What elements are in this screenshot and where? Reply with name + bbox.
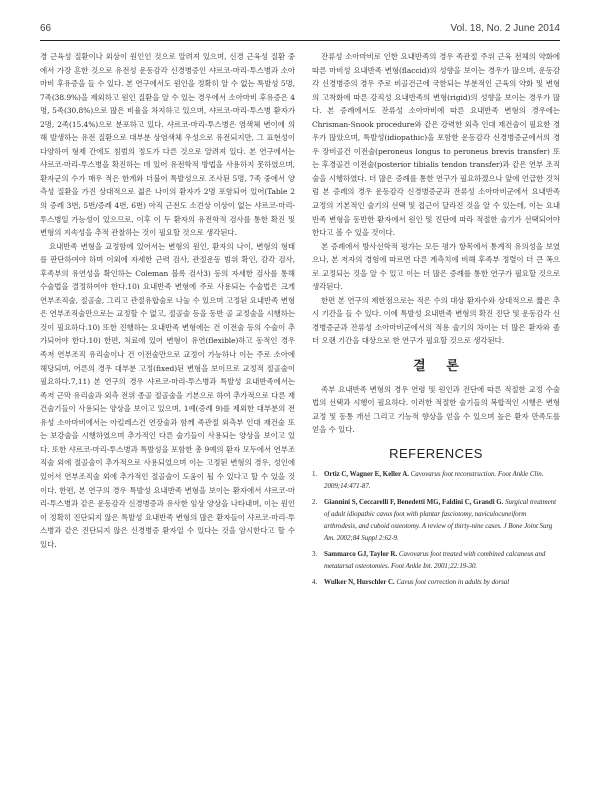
body-paragraph: 한편 본 연구의 제한점으로는 적은 수의 대상 환자수와 상대적으로 짧은 추시 기간을 들 수 있다. 이에 특발성 요내반족 변형의 확진 진단 및 운동감각 신경병증군과 잔류성 소아마비군에서의 적용 술기의 차이는 더 많은 환자와 좀 더 오랜 기간을 대상으로 한 연구가 필요할 것으로 생각된다.: [312, 295, 560, 346]
reference-authors: Giannini S, Ceccarelli F, Benedetti MG, Faldini C, Grandi G.: [324, 498, 504, 507]
reference-citation: Cavovarus foot reconstruction. Foot Ankle Clin. 2009;14:471-87.: [324, 470, 544, 491]
reference-number: 4.: [312, 578, 318, 587]
reference-number: 2.: [312, 498, 318, 507]
reference-item: [312, 548, 560, 572]
body-paragraph: 요내반족 변형을 교정함에 있어서는 변형의 원인, 환자의 나이, 변형의 형태를 판단하여야 하며 이외에 자세한 근력 검사, 관절운동 범위 확인, 감각 검사, 후족부의 유연성을 확인하는 Coleman 블록 검사3) 등의 자세한 검사를 통해 수술법을 결정하여야 한다.10) 요내반족 변형에 주로 사용되는 수술법은 크게 연부조직술, 절골술, 그리고 관절유합술로 나눌 수 있으며 고정된 요내반족 변형은 연부조직술만으로는 교정할 수 없고, 절골술 등을 동반 골 교정술을 시행하는 것이 필요하다.10) 또한 진행하는 요내반족 변형에는 건 이전술 등의 수술이 추가되어야 한다.10) 한편, 처료에 있어 변형이 유연(flexible)하고 동적인 경우 족저 연부조직 유리술이나 건 이전술만으로 교정이 가능하나 이는 주로 소아에 해당되며, 어른의 경우 대부분 고정(fixed)된 변형을 보이므로 교정적 절골술이 필요하다.7,11) 본 연구의 경우 샤르코-마리-투스병과 특발성 요내반족에서는 족저 근막 유리술과 외측 전위 종골 절골술을 기본으로 하여 추가적으로 다른 재건술기들이 사용되는 양상을 보이고 있으며, 1예(증례 9)를 제외한 대부분의 전유성 소아마비에서는 아킬레스건 연장술과 함께 족관절 외측부 인대 재건술 또는 보강술을 시행하였으며 추가적인 다른 술기들이 사용되는 양상을 보이고 있다. 또한 샤르코-마리-투스병과 특발성을 포함한 총 9예의 환자 모두에서 연부조직술 외에 절골술이 추가적으로 사용되었으며 이는 고정된 변형의 경우, 성인에 있어서 연부조직술 외에 추가적인 절골술이 도움이 될 수 있다고 할 수 있을 것이다. 한편, 본 연구의 경우 특발성 요내반족 변형을 보이는 환자에서 샤르코-마리-투스병과 같은 운동감각 신경병증과 유사한 임상 양상을 나타내며, 이는 원인이 정확히 진단되지 않은 특발성 요내반족 변형의 많은 환자들이 샤르코-마리-투스병과 같은 진단되지 않은 신경병증 환자일 수 있다는 것을 암시한다고 할 수 있다.: [40, 241, 295, 549]
reference-item: [312, 468, 560, 492]
journal-issue: Vol. 18, No. 2 June 2014: [450, 23, 560, 34]
body-paragraph: 경 근육성 질환이나 외상이 원인인 것으로 알려져 있으며, 신경 근육성 질환 중에서 가장 흔한 것으로 유전성 운동감각 신경병증인 샤르코-마리-투스병과 소아마비 후유증을 들 수 있다. 본 연구에서도 원인을 정확히 알 수 없는 특발성 5명, 7족(38.9%)을 제외하고 원인 질환을 알 수 있는 경우에서 소아마비 후유증은 4명, 5족(30.8%)으로 많은 비율을 차지하고 있으며, 샤르코-마리-투스병 환자가 2명, 2족(15.4%)으로 분포하고 있다. 샤르코-마리-투스병은 염색체 변이에 의해 발생하는 유전 질환으로 대부분 상염색체 우성으로 유전되지만, 그 표현성이 다양하여 형제 간에도 침범의 정도가 다른 것으로 알려져 있다. 본 연구에서는 샤르코-마리-투스병을 확진하는 데 있어 유전학적 방법을 사용하지 못하였으며, 환자군의 수가 매우 적은 한계와 더불어 특발성으로 조사된 5명, 7족 중에서 양측성 질환을 가진 상대적으로 젊은 나이의 환자가 2명 포함되어 있어(Table 2의 증례 3번, 5번/증례 4번, 6번) 아직 근전도 소견상 이상이 없는 샤르코-마리-투스병일 가능성이 있으므로, 이후 이 두 환자의 유전학적 검사를 통한 확진 및 변형의 지속성을 추적 관찰하는 것이 필요할 것으로 생각된다.: [40, 52, 295, 238]
reference-citation: Surgical treatment of adult idiopathic cavus foot with plantar fasciotomy, naviculocuneiform arthrodesis, and cuboid osteotomy. A review of thirty-nine cases. J Bone Joint Surg Am. 2002;84 Suppl 2:62-9.: [324, 498, 556, 543]
left-column: [40, 50, 295, 551]
conclusion-heading: 결 론: [413, 359, 467, 375]
conclusion-paragraph: 족부 요내반족 변형의 경우 연령 및 원인과 진단에 따른 적절한 교정 수술법의 선택과 시행이 필요하다. 이러한 적절한 술기들의 복합적인 시행은 변형 교정 및 동통 개선 그리고 기능적 향상을 얻을 수 있으며 높은 환자 만족도를 얻을 수 있다.: [312, 384, 560, 435]
reference-authors: Wulker N, Hurschler C.: [324, 578, 395, 587]
body-paragraph: 본 증례에서 방사선학적 평가는 모든 평가 항목에서 통계적 유의성을 보였으나, 본 저자의 경험에 따르면 다른 계측치에 비해 후족부 정렬이 더 큰 폭으로 교정되는 것을 알 수 있고 이는 더 많은 증례를 통한 연구가 필요할 것으로 생각된다.: [312, 241, 560, 292]
reference-list: [312, 468, 560, 588]
reference-item: [312, 496, 560, 544]
right-column: [312, 50, 560, 592]
page-number: 66: [40, 23, 52, 34]
header-rule: [40, 40, 560, 41]
reference-item: [312, 576, 560, 588]
reference-citation: Cavus foot correction in adults by dorsal: [396, 578, 510, 587]
reference-number: 1.: [312, 470, 318, 479]
reference-number: 3.: [312, 550, 318, 559]
reference-authors: Sammarco GJ, Taylor R.: [324, 550, 398, 559]
references-heading: REFERENCES: [389, 445, 483, 461]
reference-authors: Ortiz C, Wagner E, Keller A.: [324, 470, 409, 479]
reference-citation: Cavovarus foot treated with combined calcaneus and metatarsal osteotomies. Foot Ankle Int. 2001;22:19-30.: [324, 550, 546, 571]
page-header: [40, 23, 560, 39]
body-paragraph: 잔류성 소아마비로 인한 요내반족의 경우 족관절 주위 근육 전체의 약화에 따른 마비성 요내반족 변형(flaccid)의 성향을 보이는 경우가 많으며, 운동감각 신경병증의 경우 주로 비골건근에 국한되는 부분적인 근육의 약화 및 변형의 고착화에 따른 강직성 요내반족의 변형(rigid)의 성향을 보이는 경우가 많다. 본 증례에서도 잔류성 소아마비에 따른 요내반족 변형의 경우에는 Chrisman-Snook procedure와 같은 강력한 외측 인대 재건술이 필요한 경우가 많았으며, 특발성(idiopathic)을 포함한 운동감각 신경병증군에서의 경우 장비골건 이전술(peroneus longus to peroneus brevis transfer) 또는 후경골건 이전술(posterior tibialis tendon transfer)과 같은 연부 조직술을 시행하였다. 더 많은 증례를 통한 연구가 필요하겠으나 앞에 언급한 것처럼 본 증례의 경우 운동감각 신경병증군과 잔류성 소아마비군에서 요내반족 교정의 기본적인 술기의 선택 및 접근이 달라진 것을 알 수 있는데, 이는 요내반족 변형을 동반한 환자에서 원인 및 진단에 따라 적절한 술기가 선택되어야 한다고 볼 수 있을 것이다.: [312, 52, 560, 238]
